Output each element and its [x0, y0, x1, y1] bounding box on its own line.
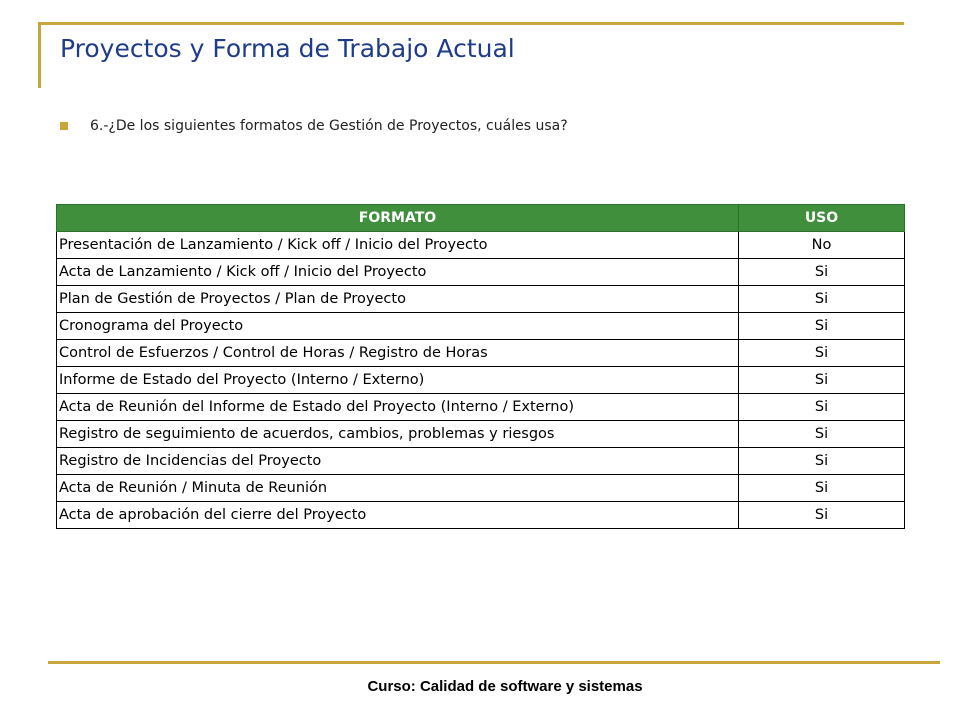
question-bullet-item — [60, 118, 568, 134]
table-row — [57, 394, 905, 421]
table-row — [57, 475, 905, 502]
uso-cell: Si — [739, 259, 905, 286]
formato-cell: Cronograma del Proyecto — [57, 313, 739, 340]
formato-cell: Informe de Estado del Proyecto (Interno / Externo) — [57, 367, 739, 394]
course-footer: Curso: Calidad de software y sistemas — [367, 678, 643, 695]
formato-cell: Acta de Reunión del Informe de Estado del Proyecto (Interno / Externo) — [57, 394, 739, 421]
uso-cell: Si — [739, 394, 905, 421]
slide-title: Proyectos y Forma de Trabajo Actual — [60, 34, 515, 63]
formato-cell: Registro de Incidencias del Proyecto — [57, 448, 739, 475]
square-bullet-icon — [60, 122, 68, 130]
table-row — [57, 448, 905, 475]
formato-cell: Acta de Reunión / Minuta de Reunión — [57, 475, 739, 502]
formato-cell: Presentación de Lanzamiento / Kick off / Inicio del Proyecto — [57, 232, 739, 259]
top-divider — [38, 22, 904, 25]
table-row — [57, 313, 905, 340]
formato-cell: Control de Esfuerzos / Control de Horas / Registro de Horas — [57, 340, 739, 367]
header-formato: FORMATO — [57, 205, 739, 232]
table-row — [57, 502, 905, 529]
uso-cell: Si — [739, 448, 905, 475]
table-row — [57, 286, 905, 313]
formato-cell: Acta de aprobación del cierre del Proyecto — [57, 502, 739, 529]
uso-cell: Si — [739, 340, 905, 367]
table-row — [57, 259, 905, 286]
uso-cell: Si — [739, 367, 905, 394]
question-text: 6.-¿De los siguientes formatos de Gestión de Proyectos, cuáles usa? — [90, 118, 568, 134]
header-uso: USO — [739, 205, 905, 232]
formato-cell: Acta de Lanzamiento / Kick off / Inicio del Proyecto — [57, 259, 739, 286]
formato-cell: Registro de seguimiento de acuerdos, cambios, problemas y riesgos — [57, 421, 739, 448]
uso-cell: Si — [739, 421, 905, 448]
table-row — [57, 367, 905, 394]
uso-cell: Si — [739, 475, 905, 502]
uso-cell: Si — [739, 502, 905, 529]
table-row — [57, 232, 905, 259]
table-row — [57, 421, 905, 448]
bottom-divider — [48, 661, 940, 664]
uso-cell: Si — [739, 313, 905, 340]
table-row — [57, 340, 905, 367]
uso-cell: No — [739, 232, 905, 259]
left-divider — [38, 22, 41, 88]
formats-table — [56, 204, 905, 529]
uso-cell: Si — [739, 286, 905, 313]
table-header-row — [57, 205, 905, 232]
formato-cell: Plan de Gestión de Proyectos / Plan de Proyecto — [57, 286, 739, 313]
